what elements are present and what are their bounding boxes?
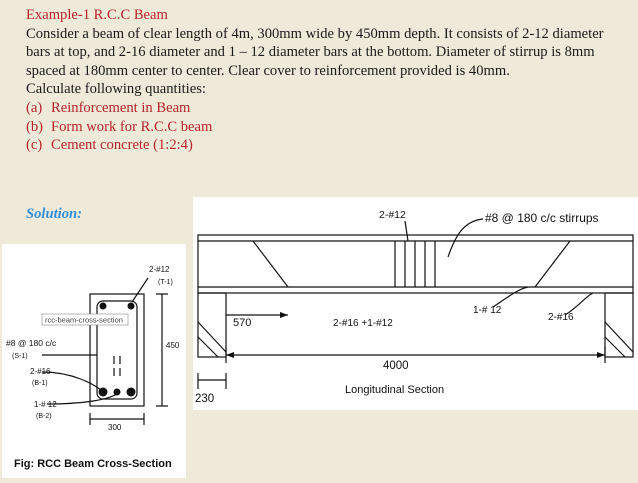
rebar-bottom-16: [127, 388, 136, 397]
leader-line: [493, 287, 528, 307]
label-top-bar: 2-#12: [149, 265, 170, 274]
list-item: [26, 136, 626, 155]
arrow-head: [280, 312, 288, 318]
label-stirrup-tag: (S-1): [12, 353, 28, 360]
leader-line: [405, 221, 408, 241]
rebar-bottom-12: [114, 389, 121, 396]
problem-statement: [26, 6, 626, 155]
rebar-top: [128, 303, 135, 310]
label-bar-16-right: 2-#16: [548, 312, 574, 323]
tooltip-text: rcc-beam-cross-section: [45, 315, 123, 325]
leader-line: [42, 372, 102, 391]
label-depth: 450: [166, 341, 180, 350]
label-bar16-tag: (B-1): [32, 380, 48, 387]
calculate-prompt: Calculate following quantities:: [26, 81, 206, 98]
label-dim-570: 570: [233, 317, 252, 329]
cross-section-drawing: [2, 244, 186, 478]
support-hatch: [605, 322, 633, 352]
label-bottom-bars: 2-#16 +1-#12: [333, 318, 393, 329]
list-item: [26, 118, 626, 137]
arrow-head: [226, 352, 234, 358]
leader-line: [448, 219, 483, 257]
label-bar12: 1-# 12: [34, 400, 57, 409]
label-stirrups: #8 @ 180 c/c stirrups: [485, 211, 599, 225]
label-support: 230: [195, 393, 215, 405]
leader-line: [132, 278, 148, 302]
bent-bar-left: [253, 241, 288, 287]
label-bar12-tag: (B-2): [36, 413, 52, 420]
cross-section-figure: [2, 244, 186, 478]
rebar-bottom-16: [99, 388, 108, 397]
label-width: 300: [108, 423, 122, 432]
list-item-label: (c): [26, 137, 43, 154]
label-bar-12: 1-# 12: [473, 305, 502, 316]
support-hatch: [198, 322, 226, 352]
figure-caption: Longitudinal Section: [345, 384, 445, 396]
example-title: Example-1 R.C.C Beam: [26, 7, 168, 23]
list-item-label: (b): [26, 118, 44, 135]
list-item: [26, 99, 626, 118]
list-item-text: Cement concrete (1:2:4): [51, 137, 193, 154]
label-stirrup: #8 @ 180 c/c: [6, 338, 57, 348]
rebar-top: [100, 303, 107, 310]
figure-caption: Fig: RCC Beam Cross-Section: [14, 458, 172, 470]
longitudinal-section-drawing: [193, 197, 638, 410]
longitudinal-section-figure: [193, 197, 638, 410]
label-span: 4000: [383, 360, 409, 372]
list-item-label: (a): [26, 99, 43, 116]
problem-description: Consider a beam of clear length of 4m, 300mm wide by 450mm depth. It consists of 2-12 diameter bars at top, and 2-16 diameter and 1 – 12 diameter bars at the bottom. Diameter of stirrup is 8mm spaced at 180mm center to center. Clear cover to reinforcement provided is 40mm.: [26, 25, 604, 79]
arrow-head: [597, 352, 605, 358]
label-top-bar: 2-#12: [379, 209, 406, 221]
bent-bar-right: [535, 241, 570, 287]
solution-label: Solution:: [26, 206, 82, 222]
label-bar16: 2-#16: [30, 367, 51, 376]
list-item-text: Reinforcement in Beam: [51, 99, 191, 116]
list-item-text: Form work for R.C.C beam: [51, 118, 213, 135]
label-top-bar-tag: (T-1): [158, 279, 173, 286]
